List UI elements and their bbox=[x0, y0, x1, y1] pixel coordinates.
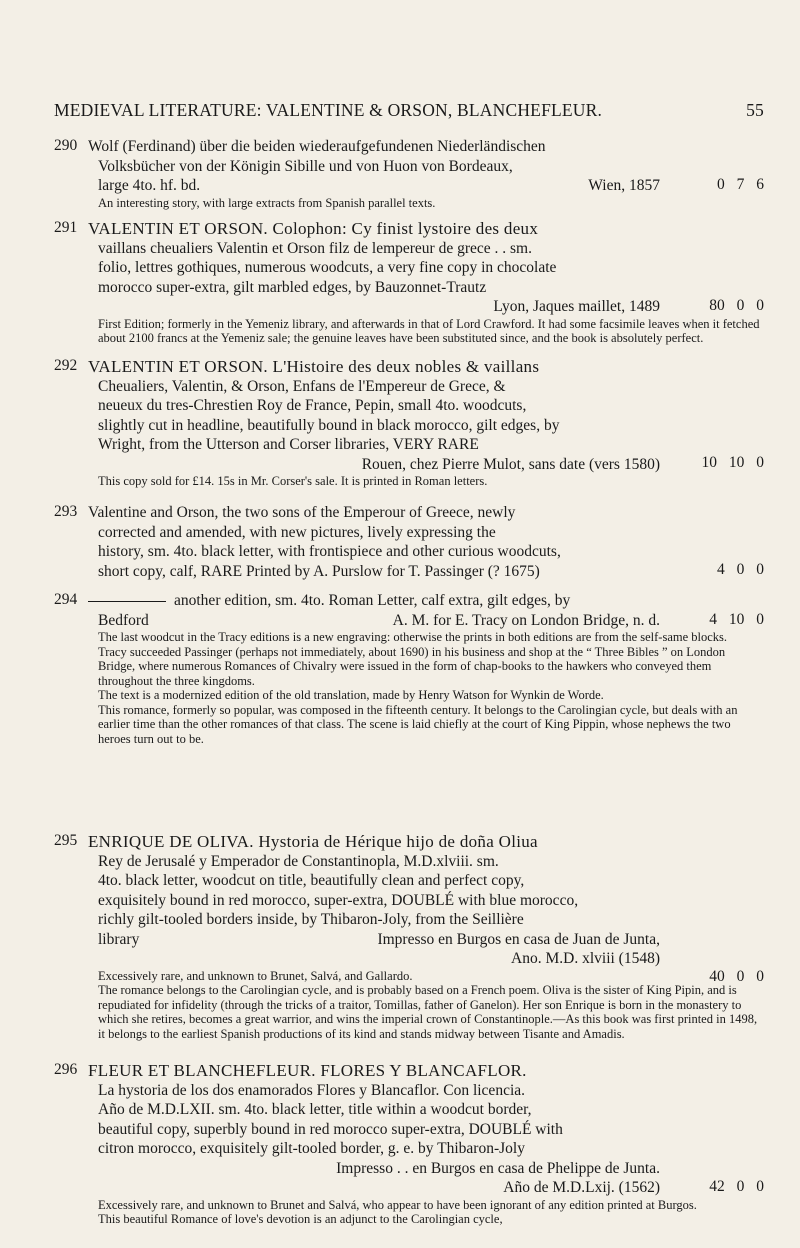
note-paragraph: Tracy succeeded Passinger (perhaps not immediately, about 1690) in his business and shop at the “ Three Bibles ” on London Bridge, where numerous Romances of Chivalry were issued in the form of chap-books to the hawkers who conveyed them throughout the three kingdoms. bbox=[98, 644, 726, 688]
running-header bbox=[54, 100, 764, 121]
ditto-rule bbox=[88, 601, 166, 602]
entry-number: 294 bbox=[54, 591, 78, 608]
entry-line-row bbox=[88, 611, 660, 631]
entry-note bbox=[88, 196, 764, 211]
entry-body bbox=[88, 832, 660, 969]
entry-body bbox=[88, 357, 660, 474]
entry-line: VALENTIN ET ORSON. L'Histoire des deux nobles & vaillans bbox=[88, 357, 540, 376]
entry-line: short copy, calf, RARE Printed by A. Purslow for T. Passinger (? 1675) bbox=[98, 562, 540, 580]
note-paragraph: Excessively rare, and unknown to Brunet, Salvá, and Gallardo. bbox=[98, 968, 413, 983]
entry-body bbox=[88, 1061, 660, 1198]
entry-line: VALENTIN ET ORSON. Colophon: Cy finist lystoire des deux bbox=[88, 219, 539, 238]
entry-price: 40 0 0 bbox=[709, 968, 764, 985]
entry-line: history, sm. 4to. black letter, with frontispiece and other curious woodcuts, bbox=[98, 543, 561, 560]
entry-imprint: Lyon, Jaques maillet, 1489 bbox=[493, 298, 660, 315]
catalogue-entry-292 bbox=[54, 357, 764, 489]
entry-line: corrected and amended, with new pictures, lively expressing the bbox=[98, 523, 496, 541]
note-paragraph: This romance, formerly so popular, was composed in the fifteenth century. It belongs to the Carolingian cycle, but deals with an earlier time than the other romances of that class. The scene is laid chiefly at the court of King Pippin, whose nephews the two heroes turn out to be. bbox=[98, 702, 738, 746]
note-paragraph: The last woodcut in the Tracy editions is a new engraving: otherwise the prints in both editions are from the self-same blocks. bbox=[98, 630, 728, 644]
entry-price: 0 7 6 bbox=[717, 176, 764, 193]
entry-line: richly gilt-tooled borders inside, by Thibaron-Joly, from the Seillière bbox=[98, 911, 524, 928]
entry-number: 296 bbox=[54, 1061, 78, 1078]
note-paragraph: The text is a modernized edition of the old translation, made by Henry Watson for Wynkin de Worde. bbox=[98, 688, 604, 702]
entry-line: La hystoria de los dos enamorados Flores y Blancaflor. Con licencia. bbox=[98, 1081, 526, 1099]
entry-price: 80 0 0 bbox=[709, 297, 764, 314]
entry-line: large 4to. hf. bd. bbox=[98, 177, 201, 194]
entry-imprint: Wien, 1857 bbox=[588, 177, 660, 194]
catalogue-entry-291 bbox=[54, 219, 764, 346]
entry-price: 4 0 0 bbox=[717, 561, 764, 578]
entry-line: slightly cut in headline, beautifully bound in black morocco, gilt edges, by bbox=[98, 416, 560, 434]
entry-line-row bbox=[88, 591, 660, 611]
entry-line: Wright, from the Utterson and Corser libraries, VERY RARE bbox=[98, 436, 479, 453]
entry-body bbox=[88, 591, 660, 630]
entry-price: 42 0 0 bbox=[709, 1178, 764, 1195]
note-paragraph: Excessively rare, and unknown to Brunet and Salvá, who appear to have been ignorant of any edition printed at Burgos. bbox=[98, 1197, 697, 1212]
entry-line: FLEUR ET BLANCHEFLEUR. FLORES Y BLANCAFLOR. bbox=[88, 1061, 527, 1080]
entry-line: exquisitely bound in red morocco, super-extra, DOUBLÉ with blue morocco, bbox=[98, 891, 579, 909]
entry-imprint: Rouen, chez Pierre Mulot, sans date (vers 1580) bbox=[361, 455, 660, 473]
entry-imprint: Año de M.D.Lxij. (1562) bbox=[503, 1179, 660, 1196]
entry-number: 292 bbox=[54, 357, 78, 374]
note-paragraph: The romance belongs to the Carolingian cycle, and is probably based on a French poem. Oliva is the sister of King Pipin, and is repudiated for infidelity (through the tricks of a traitor, Tomillas, father of Ganelon). Her son Enrique is born in the monastery to which she retires, becomes a great warrior, and wins the imperial crown of Constantinople.—As this book was first printed in 1498, it belongs to the earliest Spanish productions of its kind and stands midway between Tisante and Amadis. bbox=[98, 983, 758, 1041]
catalogue-entry-294 bbox=[54, 591, 764, 746]
entry-line: Valentine and Orson, the two sons of the Emperour of Greece, newly bbox=[88, 504, 516, 521]
entry-line-row bbox=[88, 930, 660, 950]
entry-body bbox=[88, 503, 660, 581]
entry-line: library bbox=[98, 930, 140, 948]
entry-line: another edition, sm. 4to. Roman Letter, calf extra, gilt edges, by bbox=[174, 592, 571, 609]
catalogue-entry-293 bbox=[54, 503, 764, 581]
entry-number: 293 bbox=[54, 503, 78, 520]
entry-price: 4 10 0 bbox=[709, 611, 764, 628]
entry-line: folio, lettres gothiques, numerous woodcuts, a very fine copy in chocolate bbox=[98, 259, 557, 276]
entry-line: Wolf (Ferdinand) über die beiden wiederaufgefundenen Niederländischen bbox=[88, 138, 546, 155]
entry-line: vaillans cheualiers Valentin et Orson filz de lempereur de grece . . sm. bbox=[98, 239, 532, 257]
entry-price: 10 10 0 bbox=[701, 454, 764, 471]
entry-line: Rey de Jerusalé y Emperador de Constantinopla, M.D.xlviii. sm. bbox=[98, 852, 499, 870]
catalogue-entry-295 bbox=[54, 832, 764, 1041]
page-header-title: MEDIEVAL LITERATURE: VALENTINE & ORSON, BLANCHEFLEUR. bbox=[54, 100, 603, 120]
entry-line: Volksbücher von der Königin Sibille und von Huon von Bordeaux, bbox=[98, 157, 513, 175]
note-paragraph: An interesting story, with large extracts from Spanish parallel texts. bbox=[98, 195, 436, 210]
note-paragraph: First Edition; formerly in the Yemeniz library, and afterwards in that of Lord Crawford. It had some facsimile leaves when it fetched about 2100 francs at the Yemeniz sale; the genuine leaves have been substituted since, and the book is absolutely perfect. bbox=[98, 316, 760, 345]
entry-body bbox=[88, 219, 660, 317]
entry-line: Año de M.D.LXII. sm. 4to. black letter, title within a woodcut border, bbox=[98, 1101, 532, 1118]
note-paragraph: This copy sold for £14. 15s in Mr. Corser's sale. It is printed in Roman letters. bbox=[98, 474, 488, 488]
catalogue-entry-290 bbox=[54, 137, 764, 210]
entry-number: 290 bbox=[54, 137, 78, 154]
entry-note bbox=[88, 474, 764, 489]
page-number: 55 bbox=[746, 100, 764, 120]
entry-note bbox=[88, 630, 764, 746]
entry-imprint: A. M. for E. Tracy on London Bridge, n. d. bbox=[392, 611, 660, 629]
entry-line-row bbox=[88, 176, 660, 196]
entry-note bbox=[88, 1198, 764, 1227]
entry-number: 295 bbox=[54, 832, 78, 849]
entry-note bbox=[88, 317, 764, 346]
entry-imprint: Impresso . . en Burgos en casa de Phelippe de Junta. bbox=[336, 1159, 660, 1177]
entry-line: beautiful copy, superbly bound in red morocco super-extra, DOUBLÉ with bbox=[98, 1120, 563, 1138]
entry-note bbox=[88, 969, 764, 1042]
entry-line: Bedford bbox=[98, 611, 149, 629]
catalogue-entry-296 bbox=[54, 1061, 764, 1227]
entry-body bbox=[88, 137, 660, 196]
entry-line: neueux du tres-Chrestien Roy de France, Pepin, small 4to. woodcuts, bbox=[98, 397, 527, 414]
entry-line: morocco super-extra, gilt marbled edges, by Bauzonnet-Trautz bbox=[98, 278, 487, 296]
entry-line: 4to. black letter, woodcut on title, beautifully clean and perfect copy, bbox=[98, 872, 525, 889]
note-paragraph: This beautiful Romance of love's devotion is an adjunct to the Carolingian cycle, bbox=[98, 1212, 503, 1226]
entry-imprint: Impresso en Burgos en casa de Juan de Junta, bbox=[377, 930, 660, 948]
entry-line: citron morocco, exquisitely gilt-tooled border, g. e. by Thibaron-Joly bbox=[98, 1140, 525, 1157]
entry-number: 291 bbox=[54, 219, 78, 236]
entry-imprint: Ano. M.D. xlviii (1548) bbox=[511, 950, 660, 967]
entry-line: ENRIQUE DE OLIVA. Hystoria de Hérique hijo de doña Oliua bbox=[88, 832, 538, 851]
entry-line: Cheualiers, Valentin, & Orson, Enfans de l'Empereur de Grece, & bbox=[98, 377, 506, 395]
